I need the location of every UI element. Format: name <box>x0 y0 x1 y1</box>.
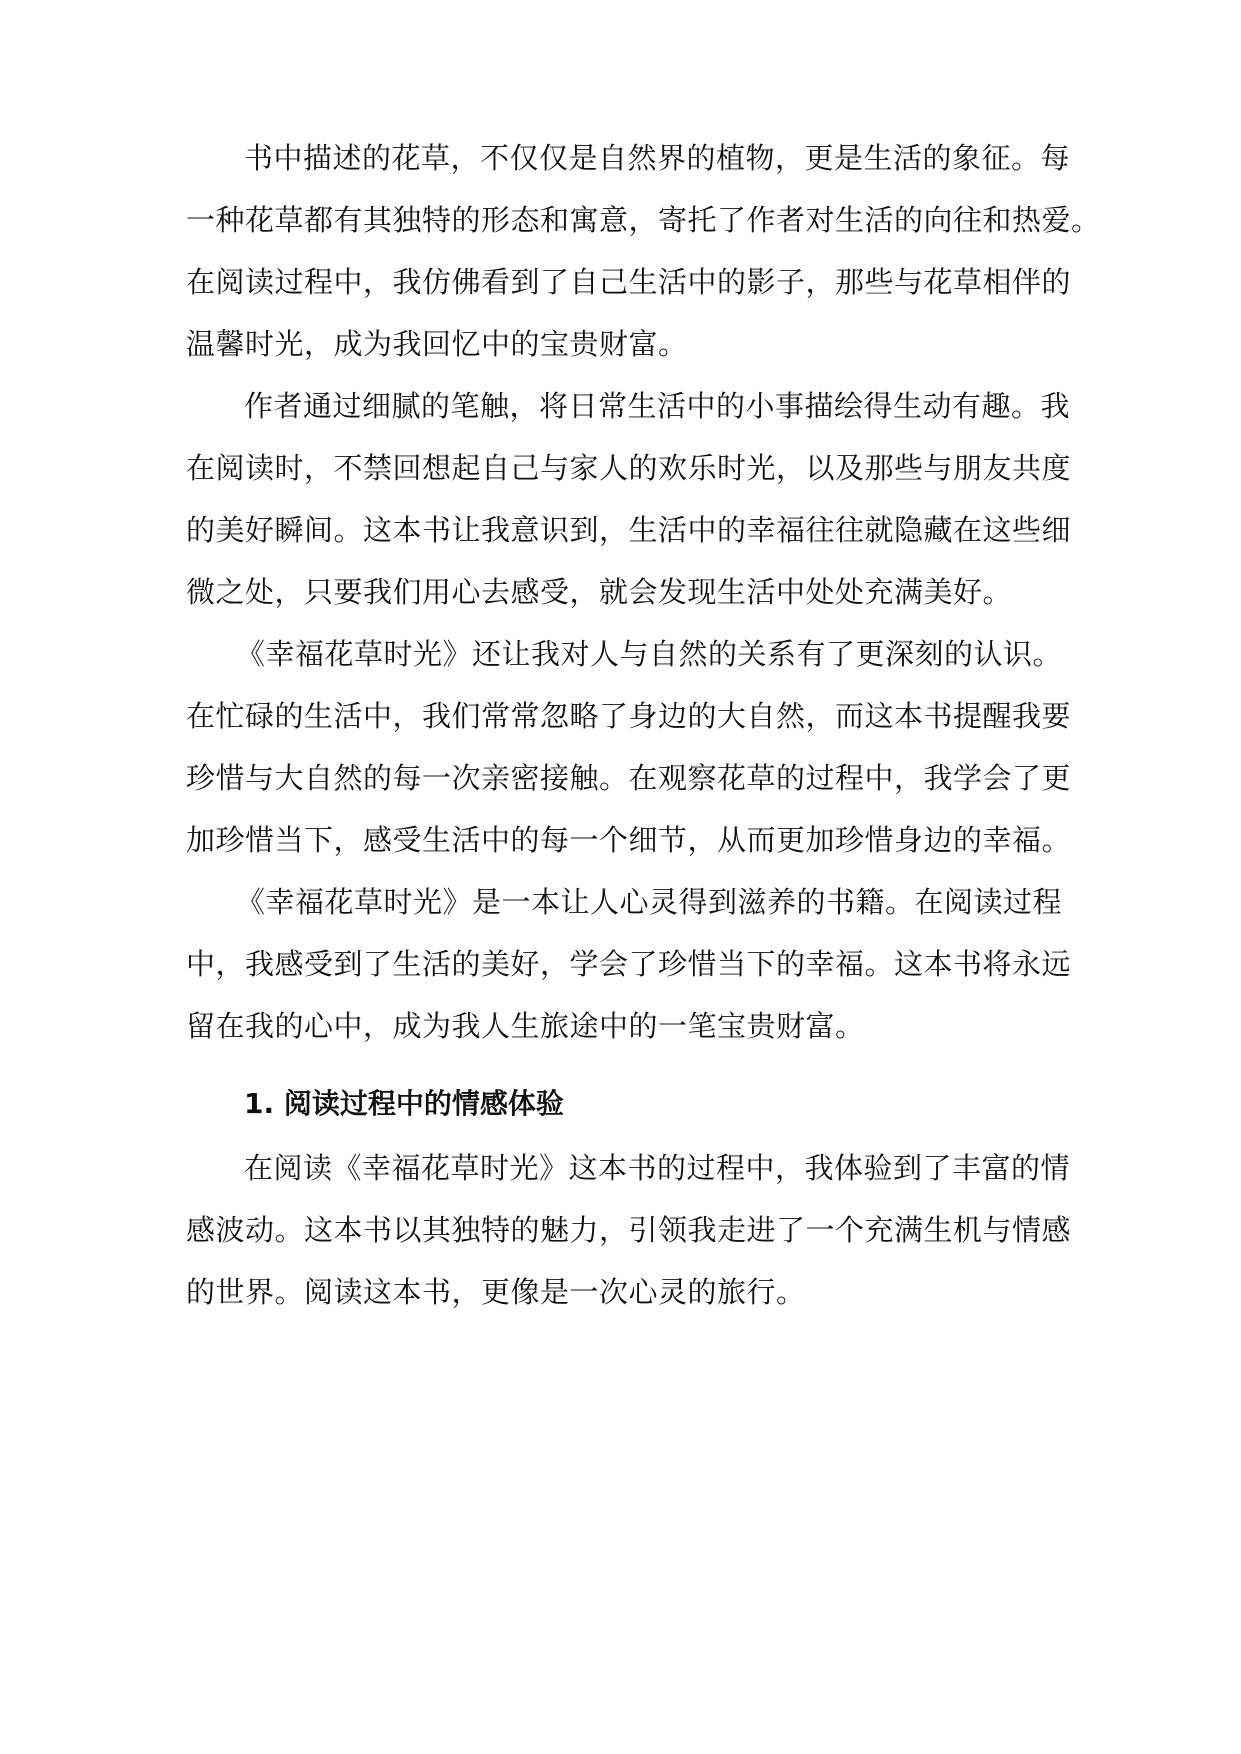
paragraph-2-line-2: 在阅读时，不禁回想起自己与家人的欢乐时光，以及那些与朋友共度 <box>186 451 1072 485</box>
section-paragraph-line-1: 在阅读《幸福花草时光》这本书的过程中，我体验到了丰富的情 <box>244 1151 1071 1185</box>
paragraph-3-line-3: 珍惜与大自然的每一次亲密接触。在观察花草的过程中，我学会了更 <box>186 761 1072 795</box>
paragraph-4-line-1: 《幸福花草时光》是一本让人心灵得到滋养的书籍。在阅读过程 <box>236 885 1063 919</box>
paragraph-4-line-3: 留在我的心中，成为我人生旅途中的一笔宝贵财富。 <box>186 1009 865 1043</box>
section-heading: 1. 阅读过程中的情感体验 <box>244 1087 564 1120</box>
paragraph-3-line-2: 在忙碌的生活中，我们常常忽略了身边的大自然，而这本书提醒我要 <box>186 699 1072 733</box>
paragraph-1-line-2: 一种花草都有其独特的形态和寓意，寄托了作者对生活的向往和热爱。 <box>186 203 1101 237</box>
paragraph-1-line-3: 在阅读过程中，我仿佛看到了自己生活中的影子，那些与花草相伴的 <box>186 265 1072 299</box>
paragraph-3-line-4: 加珍惜当下，感受生活中的每一个细节，从而更加珍惜身边的幸福。 <box>186 823 1072 857</box>
paragraph-4-line-2: 中，我感受到了生活的美好，学会了珍惜当下的幸福。这本书将永远 <box>186 947 1072 981</box>
section-paragraph-line-3: 的世界。阅读这本书，更像是一次心灵的旅行。 <box>186 1275 806 1309</box>
section-paragraph-line-2: 感波动。这本书以其独特的魅力，引领我走进了一个充满生机与情感 <box>186 1213 1072 1247</box>
paragraph-1-line-4: 温馨时光，成为我回忆中的宝贵财富。 <box>186 327 688 361</box>
paragraph-3-line-1: 《幸福花草时光》还让我对人与自然的关系有了更深刻的认识。 <box>236 637 1063 671</box>
paragraph-1-line-1: 书中描述的花草，不仅仅是自然界的植物，更是生活的象征。每 <box>244 141 1071 175</box>
paragraph-2-line-4: 微之处，只要我们用心去感受，就会发现生活中处处充满美好。 <box>186 575 1013 609</box>
paragraph-2-line-1: 作者通过细腻的笔触，将日常生活中的小事描绘得生动有趣。我 <box>244 389 1071 423</box>
paragraph-2-line-3: 的美好瞬间。这本书让我意识到，生活中的幸福往往就隐藏在这些细 <box>186 513 1072 547</box>
